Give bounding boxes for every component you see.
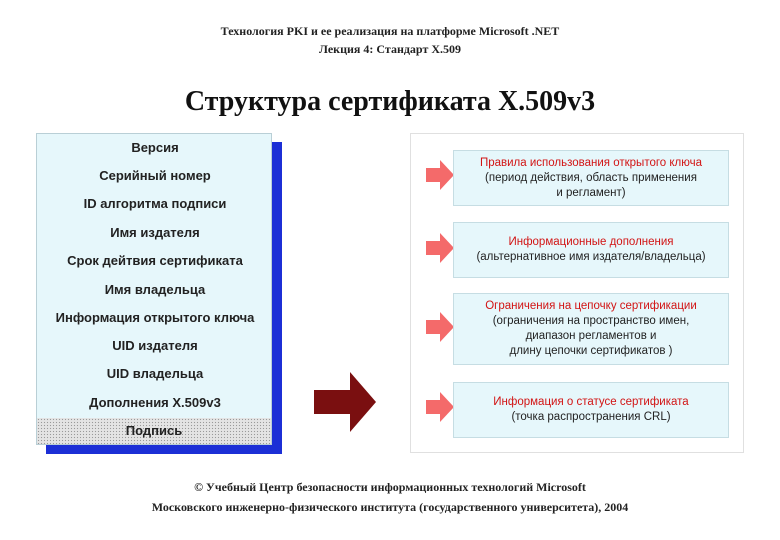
cert-field-issuer: Имя издателя xyxy=(110,225,200,240)
extension-description: (точка распространения CRL) xyxy=(511,411,671,423)
cert-field-extensions: Дополнения X.509v3 xyxy=(89,395,221,410)
big-arrow-icon xyxy=(314,372,376,432)
cert-field-version: Версия xyxy=(131,140,179,155)
arrow-right-icon xyxy=(426,392,454,422)
certificate-structure xyxy=(36,133,272,445)
extension-box-key-usage xyxy=(453,150,729,206)
extension-title: Правила использования открытого ключа xyxy=(479,156,703,169)
extension-description: (период действия, область применения и регламент) xyxy=(485,171,697,199)
extension-box-info xyxy=(453,222,729,278)
cert-field-issuer-uid: UID издателя xyxy=(112,338,198,353)
header-line-1: Технология PKI и ее реализация на платформе Microsoft .NET xyxy=(220,24,560,38)
header-line-2: Лекция 4: Стандарт X.509 xyxy=(318,42,462,56)
cert-field-validity: Срок дейтвия сертификата xyxy=(67,253,243,268)
extension-title: Информационные дополнения xyxy=(508,236,674,248)
arrow-right-icon xyxy=(426,160,454,190)
extension-description: (альтернативное имя издателя/владельца) xyxy=(476,251,706,263)
cert-field-signature: Подпись xyxy=(37,418,271,444)
cert-field-subject-uid: UID владельца xyxy=(106,366,204,381)
slide-title: Структура сертификата X.509v3 xyxy=(184,86,596,117)
cert-field-serial: Серийный номер xyxy=(99,168,211,183)
extension-description: (ограничения на пространство имен, диапазон регламентов и длину цепочки сертификатов ) xyxy=(492,315,690,357)
arrow-right-icon xyxy=(426,312,454,342)
arrow-right-icon xyxy=(426,233,454,263)
footer-line-2: Московского инженерно-физического института (государственного университета), 2004 xyxy=(151,500,629,514)
extension-box-status xyxy=(453,382,729,438)
cert-field-sig-algorithm: ID алгоритма подписи xyxy=(83,196,227,211)
extension-box-constraints xyxy=(453,293,729,365)
extension-title: Информация о статусе сертификата xyxy=(493,396,689,408)
cert-field-public-key: Информация открытого ключа xyxy=(55,310,255,325)
extension-title: Ограничения на цепочку сертификации xyxy=(485,300,697,312)
footer-line-1: © Учебный Центр безопасности информационных технологий Microsoft xyxy=(194,480,586,494)
cert-field-subject: Имя владельца xyxy=(104,282,206,297)
